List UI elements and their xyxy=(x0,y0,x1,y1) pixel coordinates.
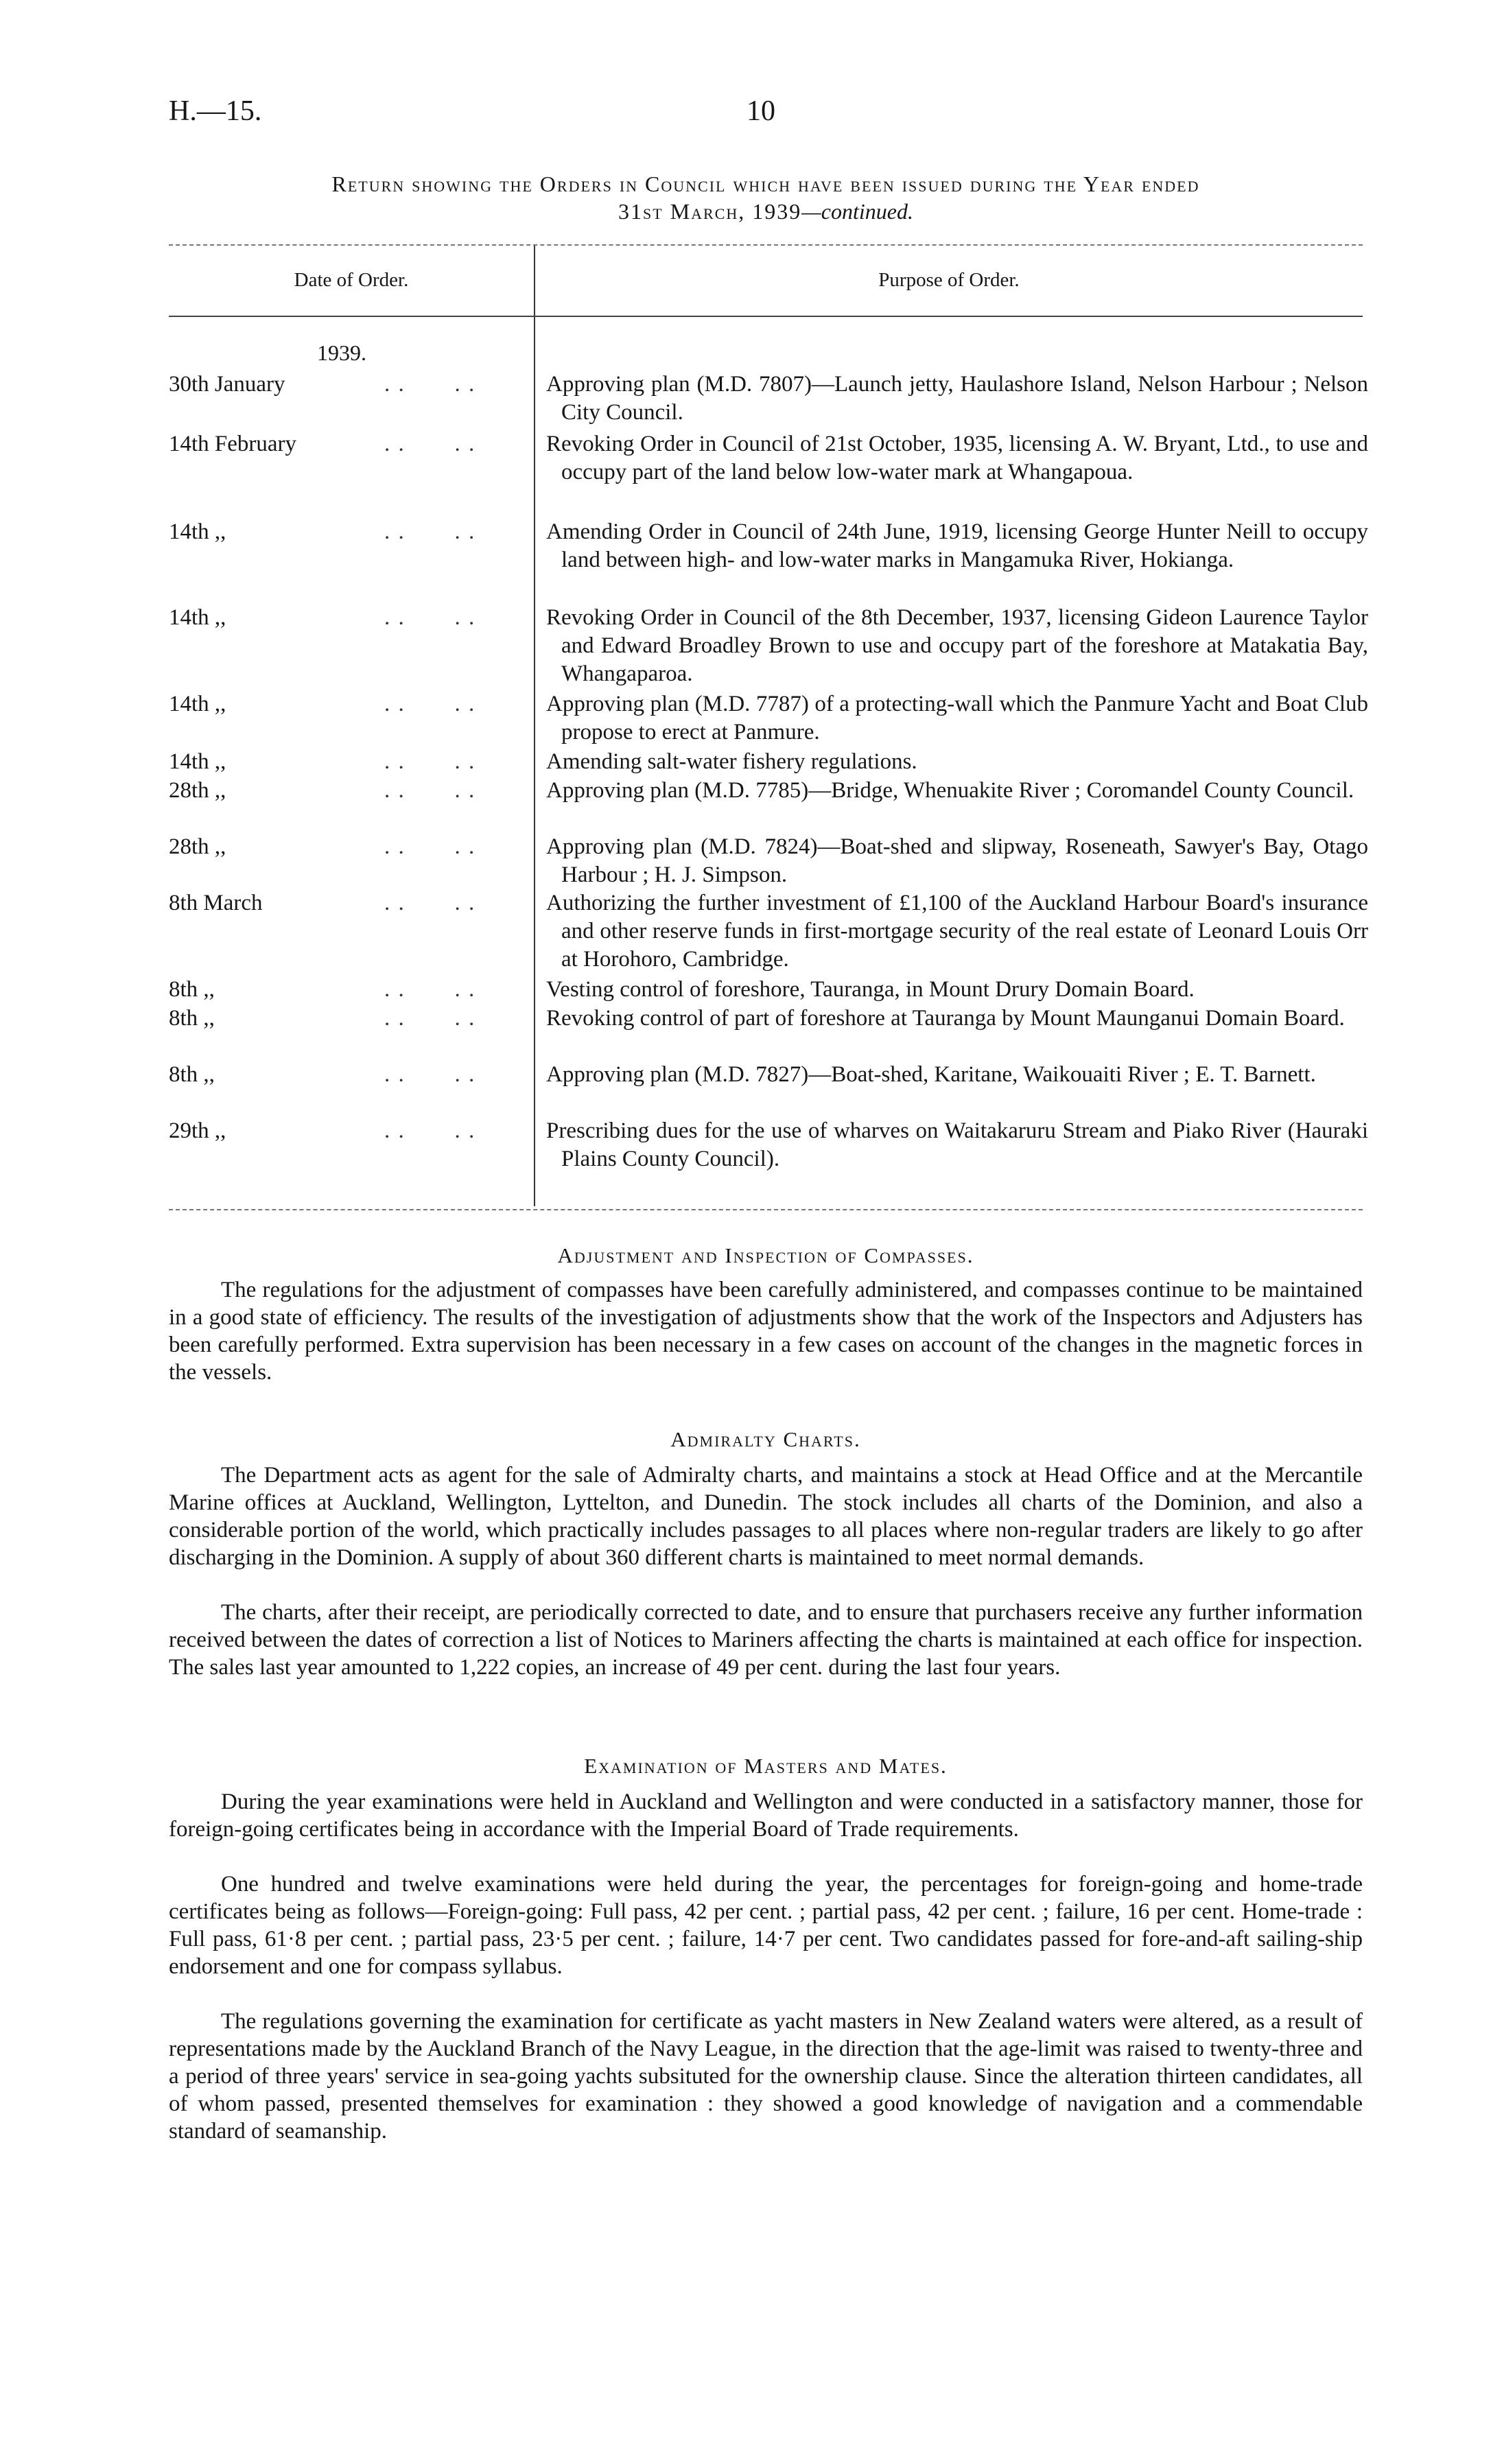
leader-dots: . . . . xyxy=(384,372,476,397)
leader-dots: . . . . xyxy=(384,519,476,544)
title-line-2 xyxy=(169,198,1363,225)
row-purpose: Revoking Order in Council of the 8th December, 1937, licensing Gideon Laurence Taylor and Edward Broadley Brown to use and occupy part of the foreshore at Matakatia Bay, Whangaparoa. xyxy=(546,605,1368,686)
paragraph: During the year examinations were held in Auckland and Wellington and were conducted in a satisfactory manner, those for foreign-going certificates being in accordance with the Imperial Board of Trade requirements. xyxy=(169,1790,1363,1842)
paragraph: The regulations governing the examination for certificate as yacht masters in New Zealand waters were altered, as a result of representations made by the Auckland Branch of the Navy League, in the direction that the age-limit was raised to twenty-three and a period of three years' service in sea-going yachts subsituted for the ownership clause. Since the alteration thirteen candidates, all of whom passed, presented themselves for examination : they showed a good knowledge of navigation and a commendable standard of seamanship. xyxy=(169,2009,1363,2144)
row-date: 28th ,, xyxy=(169,834,226,859)
leader-dots: . . . . xyxy=(384,834,476,859)
row-date: 29th ,, xyxy=(169,1118,226,1143)
row-purpose: Approving plan (M.D. 7787) of a protecting-wall which the Panmure Yacht and Boat Club propose to erect at Panmure. xyxy=(546,692,1368,744)
title-continued: —continued. xyxy=(801,199,913,224)
row-date: 14th ,, xyxy=(169,749,226,774)
row-date: 14th ,, xyxy=(169,605,226,630)
row-date: 8th March xyxy=(169,891,263,915)
row-purpose: Revoking control of part of foreshore at Tauranga by Mount Maunganui Domain Board. xyxy=(546,1006,1345,1031)
row-purpose: Approving plan (M.D. 7824)—Boat-shed and slipway, Roseneath, Sawyer's Bay, Otago Harbour ; H. J. Simpson. xyxy=(546,834,1368,887)
header-purpose: Purpose of Order. xyxy=(878,269,1020,291)
row-purpose: Approving plan (M.D. 7807)—Launch jetty, Haulashore Island, Nelson Harbour ; Nelson City Council. xyxy=(546,372,1368,425)
paragraph: The charts, after their receipt, are periodically corrected to date, and to ensure that purchasers receive any further information received between the dates of correction a list of Notices to Mariners affecting the charts is maintained at each office for inspection. The sales last year amounted to 1,222 copies, an increase of 49 per cent. during the last four years. xyxy=(169,1600,1363,1680)
leader-dots: . . . . xyxy=(384,1118,476,1143)
page-number: 10 xyxy=(747,95,775,127)
row-date: 14th ,, xyxy=(169,692,226,716)
paragraph: One hundred and twelve examinations were held during the year, the percentages for foreign-going and home-trade certificates being as follows—Foreign-going: Full pass, 42 per cent. ; partial pass, 42 per cent. ; failure, 16 per cent. Home-trade : Full pass, 61·8 per cent. ; partial pass, 23·5 per cent. ; failure, 14·7 per cent. Two candidates passed for fore-and-aft sailing-ship endorsement and one for compass syllabus. xyxy=(169,1872,1363,1979)
leader-dots: . . . . xyxy=(384,778,476,803)
title-line-1: Return showing the Orders in Council which have been issued during the Year ended xyxy=(331,172,1200,196)
row-date: 28th ,, xyxy=(169,778,226,803)
title-date: 31st March, 1939 xyxy=(618,199,802,224)
row-date: 8th ,, xyxy=(169,977,215,1002)
row-purpose: Vesting control of foreshore, Tauranga, in Mount Drury Domain Board. xyxy=(546,977,1195,1002)
row-purpose: Approving plan (M.D. 7827)—Boat-shed, Karitane, Waikouaiti River ; E. T. Barnett. xyxy=(546,1062,1316,1087)
row-date: 14th ,, xyxy=(169,519,226,544)
paragraph: The Department acts as agent for the sale of Admiralty charts, and maintains a stock at Head Office and at the Mercantile Marine offices at Auckland, Wellington, Lyttelton, and Dunedin. The stock includes all charts of the Dominion, and also a considerable portion of the world, which practically includes passages to all places where non-regular traders are likely to go after discharging in the Dominion. A supply of about 360 different charts is maintained to meet normal demands. xyxy=(169,1463,1363,1570)
row-date: 8th ,, xyxy=(169,1006,215,1031)
leader-dots: . . . . xyxy=(384,891,476,915)
paragraph: The regulations for the adjustment of compasses have been carefully administered, and compasses continue to be maintained in a good state of efficiency. The results of the investigation of adjustments show that the work of the Inspectors and Adjusters has been carefully performed. Extra supervision has been necessary in a few cases on account of the changes in the magnetic forces in the vessels. xyxy=(169,1278,1363,1385)
leader-dots: . . . . xyxy=(384,1006,476,1031)
row-purpose: Revoking Order in Council of 21st October, 1935, licensing A. W. Bryant, Ltd., to use and occupy part of the land below low-water mark at Whangapoua. xyxy=(546,432,1368,484)
table-title xyxy=(169,170,1363,225)
report-reference: H.—15. xyxy=(169,95,262,127)
leader-dots: . . . . xyxy=(384,1062,476,1087)
row-date: 8th ,, xyxy=(169,1062,215,1087)
table-year: 1939. xyxy=(317,340,366,365)
row-purpose: Prescribing dues for the use of wharves on Waitakaruru Stream and Piako River (Hauraki Plains County Council). xyxy=(546,1118,1368,1171)
section-title-charts: Admiralty Charts. xyxy=(670,1427,861,1451)
table-header-rule xyxy=(169,316,1363,317)
section-title-exams: Examination of Masters and Mates. xyxy=(584,1754,948,1778)
row-purpose: Amending Order in Council of 24th June, 1919, licensing George Hunter Neill to occupy land between high- and low-water marks in Mangamuka River, Hokianga. xyxy=(546,519,1368,572)
table-top-rule xyxy=(169,244,1363,246)
column-separator xyxy=(534,246,535,1206)
row-date: 30th January xyxy=(169,372,285,397)
row-purpose: Authorizing the further investment of £1,100 of the Auckland Harbour Board's insurance and other reserve funds in first-mortgage security of the real estate of Leonard Louis Orr at Horohoro, Cambridge. xyxy=(546,891,1368,972)
header-date: Date of Order. xyxy=(294,269,409,291)
row-purpose: Approving plan (M.D. 7785)—Bridge, Whenuakite River ; Coromandel County Council. xyxy=(546,778,1354,803)
row-purpose: Amending salt-water fishery regulations. xyxy=(546,749,917,774)
row-date: 14th February xyxy=(169,432,297,456)
table-bottom-rule xyxy=(169,1209,1363,1210)
leader-dots: . . . . xyxy=(384,432,476,456)
leader-dots: . . . . xyxy=(384,605,476,630)
leader-dots: . . . . xyxy=(384,977,476,1002)
section-title-compasses: Adjustment and Inspection of Compasses. xyxy=(557,1243,974,1267)
leader-dots: . . . . xyxy=(384,692,476,716)
leader-dots: . . . . xyxy=(384,749,476,774)
